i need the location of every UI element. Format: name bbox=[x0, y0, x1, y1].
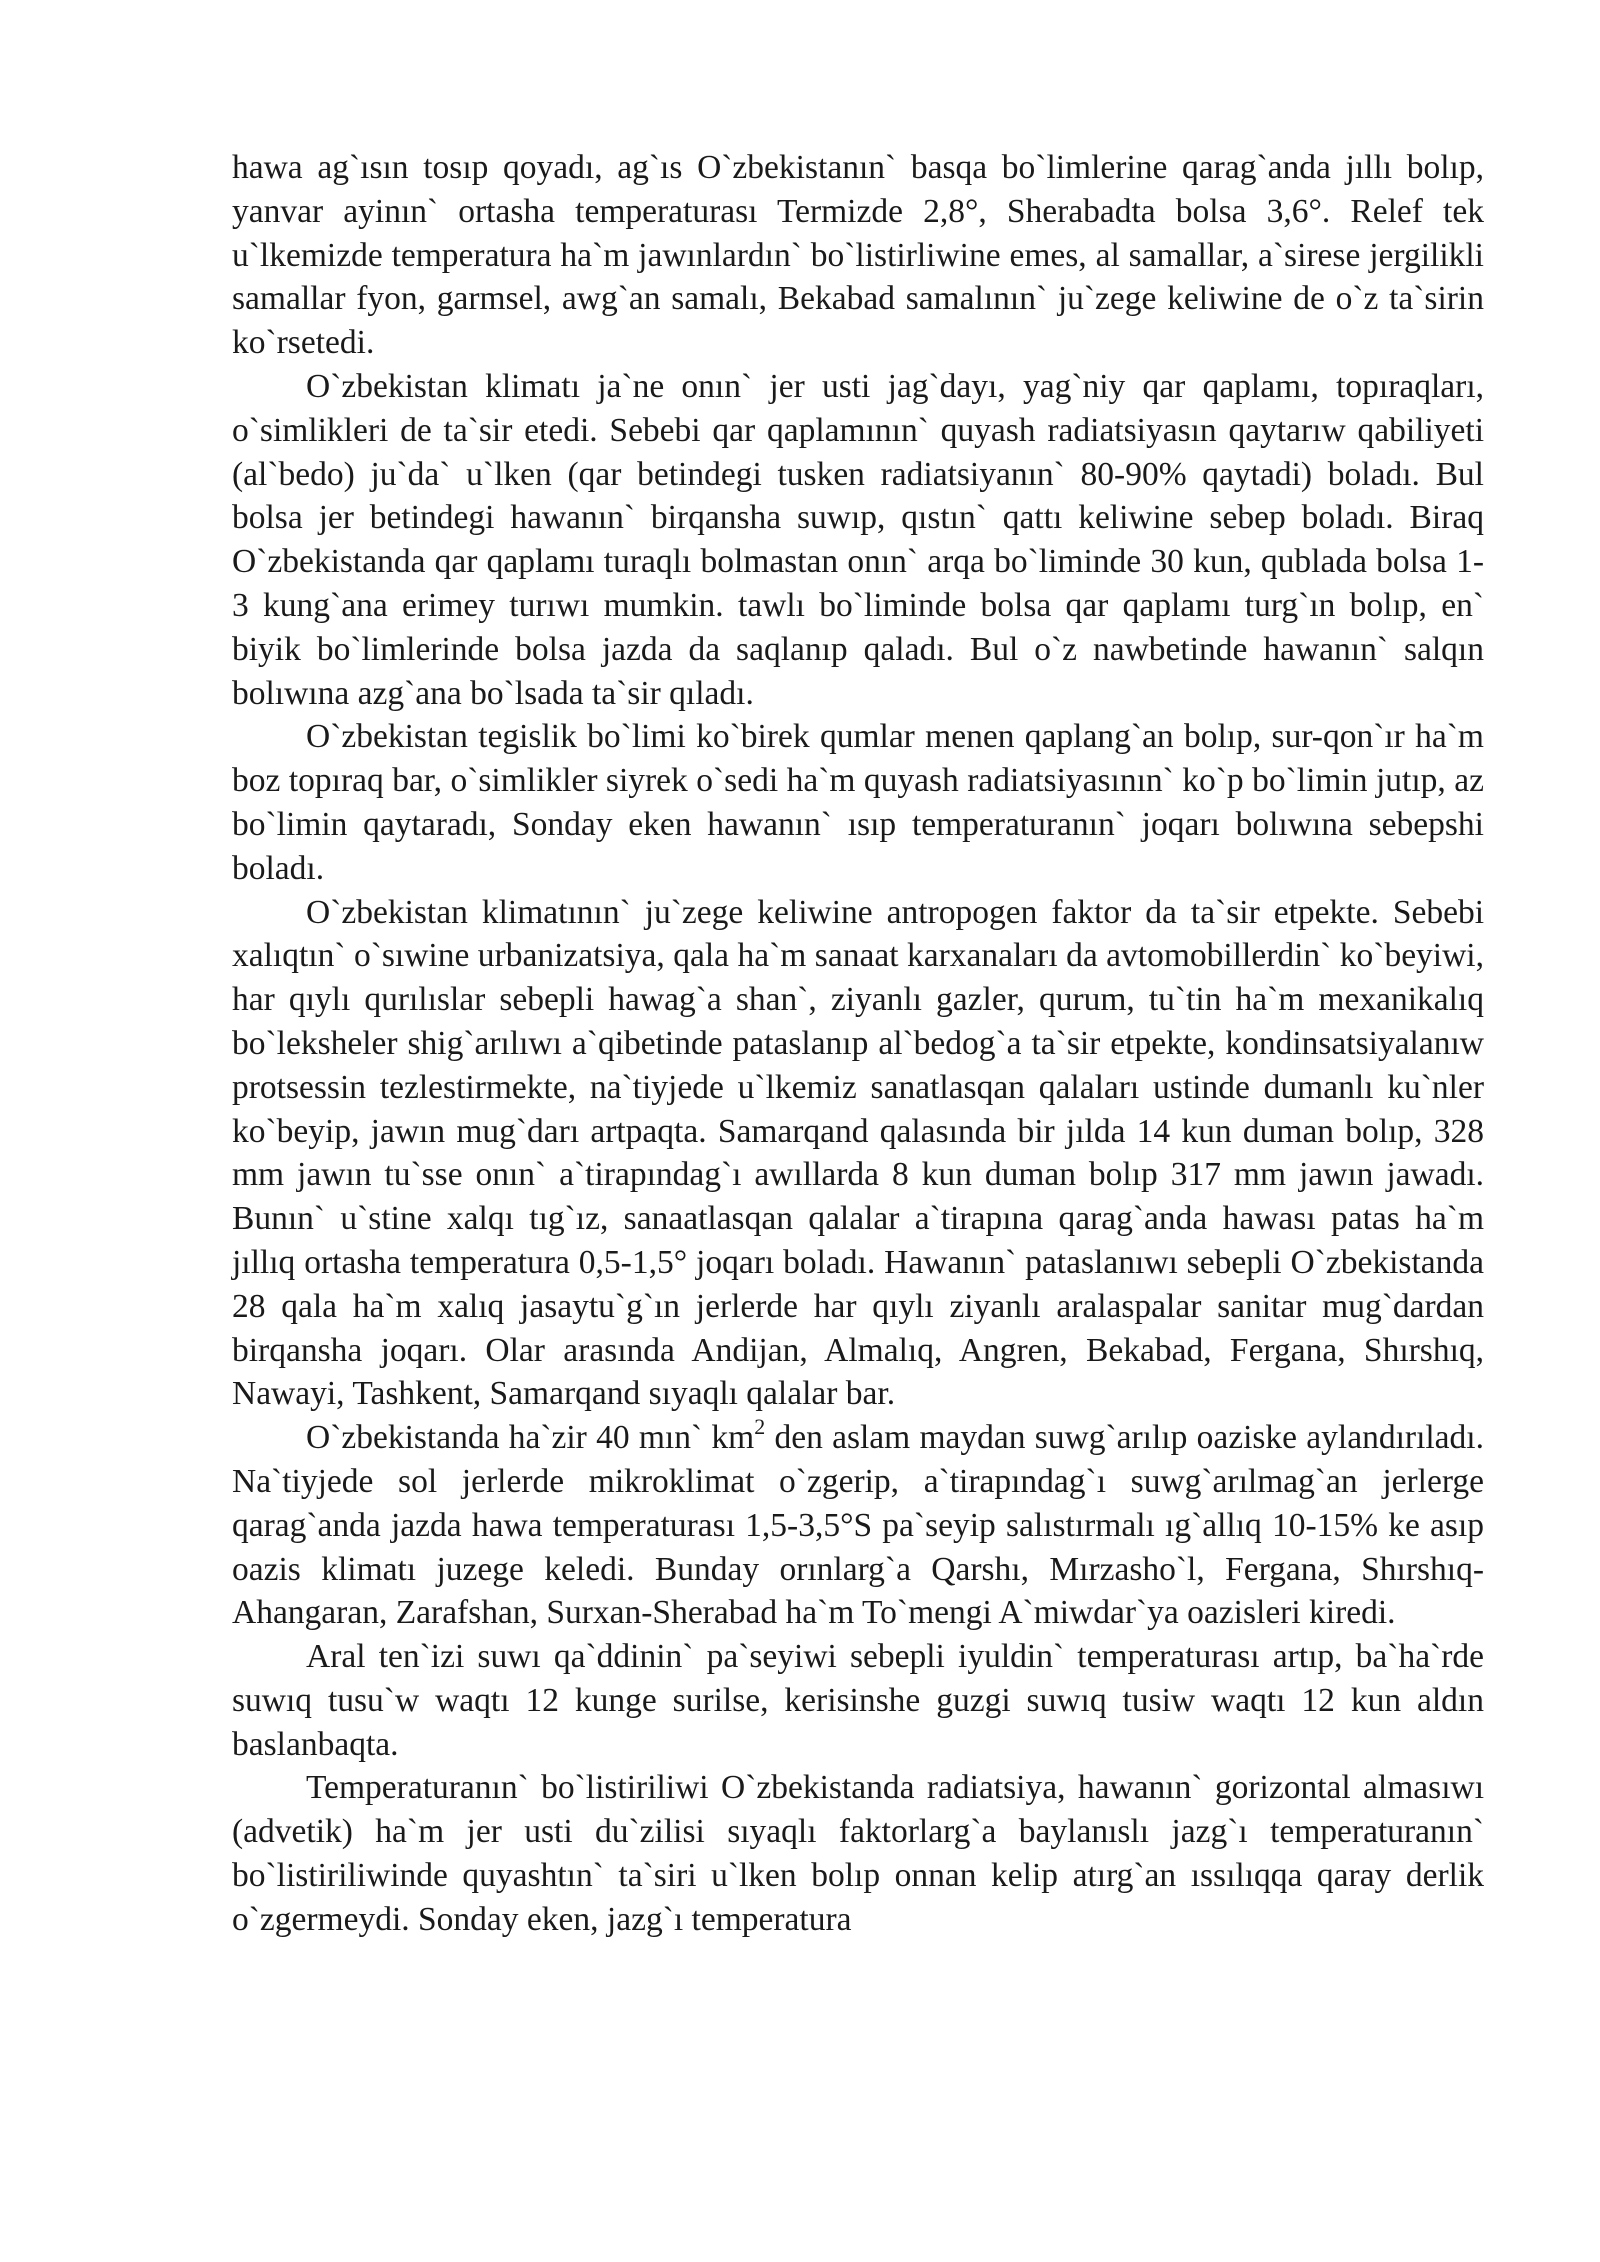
paragraph-5-start: O`zbekistanda ha`zir 40 mın` km bbox=[306, 1419, 755, 1457]
paragraph-1: hawa ag`ısın tosıp qoyadı, ag`ıs O`zbekistanın` basqa bo`limlerine qarag`anda jıllı bolıp, yanvar ayinın` ortasha temperaturası Termizde 2,8°, Sherabadta bolsa 3,6°. Relef tek u`lkemizde temperatura ha`m jawınlardın` bo`listirliwine emes, al samallar, a`sirese jergilikli samallar fyon, garmsel, awg`an samalı, Bekabad samalının` ju`zege keliwine de o`z ta`sirin ko`rsetedi. bbox=[232, 149, 1484, 362]
paragraph-2: O`zbekistan klimatı ja`ne onın` jer usti jag`dayı, yag`niy qar qaplamı, topıraqları, o`simlikleri de ta`sir etedi. Sebebi qar qaplamının` quyash radiatsiyasın qaytarıw qabiliyeti (al`bedo) ju`da` u`lken (qar betindegi tusken radiatsiyanın` 80-90% qaytadi) boladı. Bul bolsa jer betindegi hawanın` birqansha suwıp, qıstın` qattı keliwine sebep boladı. Biraq O`zbekistanda qar qaplamı turaqlı bolmastan onın` arqa bo`liminde 30 kun, qublada bolsa 1-3 kung`ana erimey turıwı mumkin. tawlı bo`liminde bolsa qar qaplamı turg`ın bolıp, en` biyik bo`limlerinde bolsa jazda da saqlanıp qaladı. Bul o`z nawbetinde hawanın` salqın bolıwına azg`ana bo`lsada ta`sir qıladı. bbox=[232, 367, 1484, 712]
superscript-2: 2 bbox=[754, 1414, 766, 1440]
paragraph-7: Temperaturanın` bo`listiriliwi O`zbekistanda radiatsiya, hawanın` gorizontal almasıwı (advetik) ha`m jer usti du`zilisi sıyaqlı faktorlarg`a baylanıslı jazg`ı temperaturanın` bo`listiriliwinde quyashtın` ta`siri u`lken bolıp onnan kelip atırg`an ıssılıqqa qaray derlik o`zgermeydi. Sonday eken, jazg`ı temperatura bbox=[232, 1769, 1484, 1938]
paragraph-3: O`zbekistan tegislik bo`limi ko`birek qumlar menen qaplang`an bolıp, sur-qon`ır ha`m boz topıraq bar, o`simlikler siyrek o`sedi ha`m quyash radiatsiyasının` ko`p bo`limin jutıp, az bo`limin qaytaradı, Sonday eken hawanın` ısıp temperaturanın` joqarı bolıwına sebepshi boladı. bbox=[232, 718, 1484, 887]
paragraph-5-end: den aslam maydan suwg`arılıp oaziske aylandırıladı. Na`tiyjede sol jerlerde mikroklimat o`zgerip, a`tirapındag`ı suwg`arılmag`an jerlerge qarag`anda jazda hawa temperaturası 1,5-3,5°S pa`seyip salıstırmalı ıg`allıq 10-15% ke asıp oazis klimatı juzege keledi. Bunday orınlarg`a Qarshı, Mırzasho`l, Fergana, Shırshıq-Ahangaran, Zarafshan, Surxan-Sherabad ha`m To`mengi A`miwdar`ya oazisleri kiredi. bbox=[232, 1419, 1484, 1632]
paragraph-4: O`zbekistan klimatının` ju`zege keliwine antropogen faktor da ta`sir etpekte. Sebebi xalıqtın` o`sıwine urbanizatsiya, qala ha`m sanaat karxanaları da avtomobillerdin` ko`beyiwi, har qıylı qurılıslar sebepli hawag`a shan`, ziyanlı gazler, qurum, tu`tin ha`m mexanikalıq bo`leksheler shig`arılıwı a`qibetinde pataslanıp al`bedog`a ta`sir etpekte, kondinsatsiyalanıw protsessin tezlestirmekte, na`tiyjede u`lkemiz sanatlasqan qalaları ustinde dumanlı ku`nler ko`beyip, jawın mug`darı artpaqta. Samarqand qalasında bir jılda 14 kun duman bolıp, 328 mm jawın tu`sse onın` a`tirapındag`ı awıllarda 8 kun duman bolıp 317 mm jawın jawadı. Bunın` u`stine xalqı tıg`ız, sanaatlasqan qalalar a`tirapına qarag`anda hawası patas ha`m jıllıq ortasha temperatura 0,5-1,5° joqarı boladı. Hawanın` pataslanıwı sebepli O`zbekistanda 28 qala ha`m xalıq jasaytu`g`ın jerlerde har qıylı ziyanlı aralaspalar sanitar mug`dardan birqansha joqarı. Olar arasında Andijan, Almalıq, Angren, Bekabad, Fergana, Shırshıq, Nawayi, Tashkent, Samarqand sıyaqlı qalalar bar. bbox=[232, 893, 1484, 1413]
document-page bbox=[232, 146, 1484, 1942]
paragraph-6: Aral ten`izi suwı qa`ddinin` pa`seyiwi sebepli iyuldin` temperaturası artıp, ba`ha`rde suwıq tusu`w waqtı 12 kunge surilse, kerisinshe guzgi suwıq tusiw waqtı 12 kun aldın baslanbaqta. bbox=[232, 1638, 1484, 1763]
paragraph-5 bbox=[232, 1416, 1484, 1635]
